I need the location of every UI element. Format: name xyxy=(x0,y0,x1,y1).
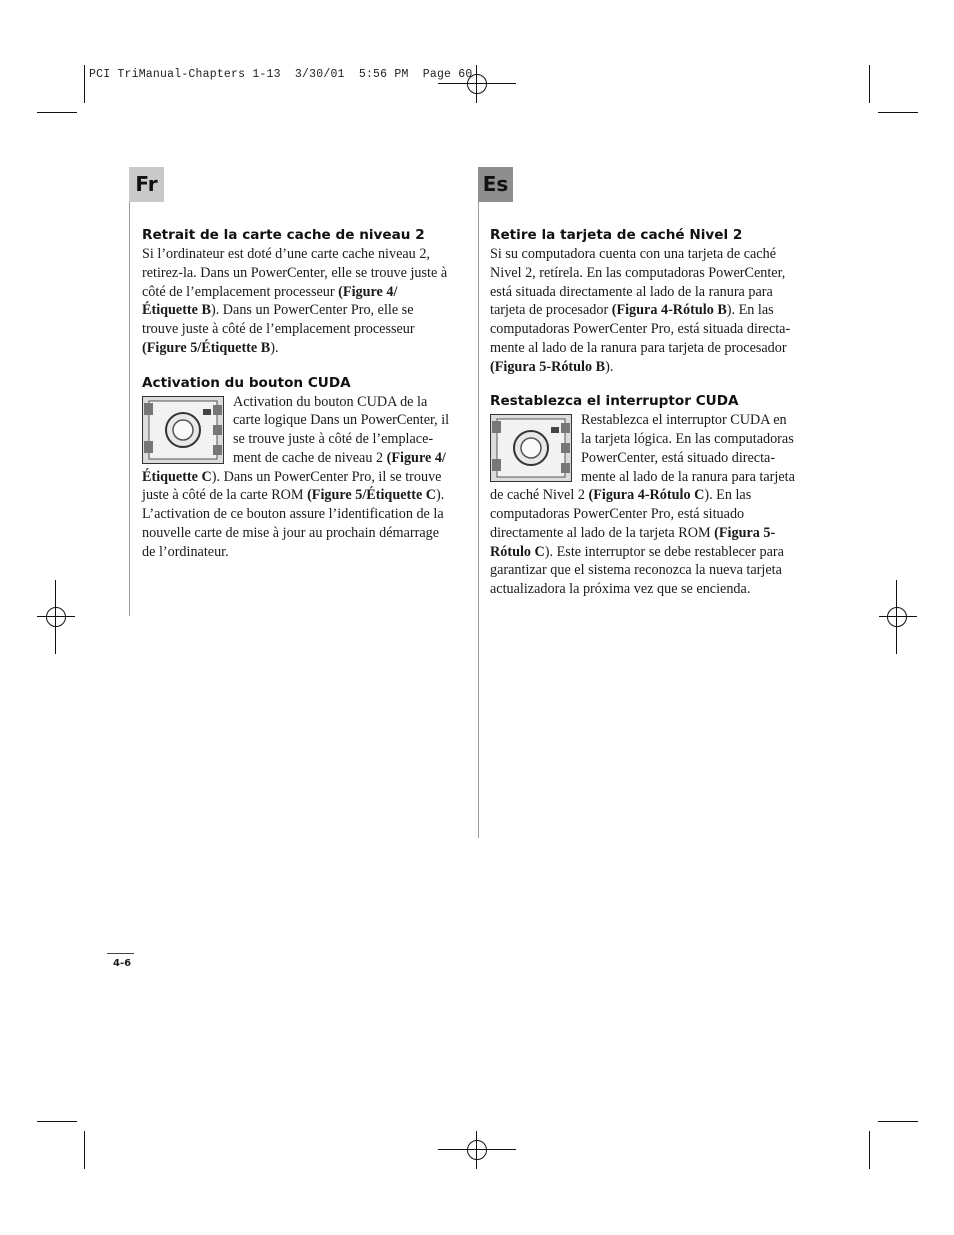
spanish-column-rule xyxy=(478,202,479,838)
french-column xyxy=(142,227,452,561)
page-number-rule xyxy=(107,953,134,954)
spanish-column xyxy=(490,227,800,599)
cuda-switch-photo xyxy=(490,414,572,482)
paragraph-cuda-button: Activation du bouton CUDA de la carte logique Dans un PowerCenter, il se trouve juste à côté de l’emplace-ment de cache de niveau 2 (Figure 4/Étiquette C). Dans un PowerCenter Pro, il se trouve juste à côté de la carte ROM (Figure 5/Étiquette C). L’activation de ce bouton assure l’identification de la nouvelle carte de mise à jour au prochain démarrage de l’ordinateur. xyxy=(142,393,450,560)
print-slug-header: PCI TriManual-Chapters 1-13 3/30/01 5:56 PM Page 60 xyxy=(89,68,473,81)
paragraph-remove-cache: Si l’ordinateur est doté d’une carte cache niveau 2, retirez-la. Dans un PowerCenter, elle se trouve juste à côté de l’emplacement processeur (Figure 4/Étiquette B). Dans un PowerCenter Pro, elle se trouve juste à côté de l’emplacement processeur (Figure 5/Étiquette B). xyxy=(142,246,448,356)
section-title-cuda-button: Activation du bouton CUDA xyxy=(142,374,351,391)
section-title-remove-cache-es: Retire la tarjeta de caché Nivel 2 xyxy=(490,227,743,243)
page-number: 4-6 xyxy=(113,958,132,969)
cuda-button-photo xyxy=(142,396,224,464)
tab-spanish: Es xyxy=(478,167,513,202)
section-title-cuda-switch-es: Restablezca el interruptor CUDA xyxy=(490,393,739,410)
section-title-remove-cache: Retrait de la carte cache de niveau 2 xyxy=(142,227,425,243)
paragraph-cuda-switch-es: Restablezca el interruptor CUDA en la tarjeta lógica. En las computadoras PowerCenter, está situado directa-mente al lado de la ranura para tarjeta de caché Nivel 2 (Figura 4-Rótulo C). En las computadoras PowerCenter Pro, está situado directamente al lado de la tarjeta ROM (Figura 5-Rótulo C). Este interruptor se debe restablecer para garantizar que el sistema reconozca la nueva tarjeta actualizadora la próxima vez que se encienda. xyxy=(490,412,795,597)
tab-french: Fr xyxy=(129,167,164,202)
paragraph-remove-cache-es: Si su computadora cuenta con una tarjeta de caché Nivel 2, retírela. En las computadoras PowerCenter, está situada directamente al lado de la ranura para tarjeta de procesador (Figura 4-Rótulo B). En las computadoras PowerCenter Pro, está situada directa-mente al lado de la ranura para tarjeta de procesador (Figura 5-Rótulo B). xyxy=(490,246,791,375)
french-column-rule xyxy=(129,202,130,616)
